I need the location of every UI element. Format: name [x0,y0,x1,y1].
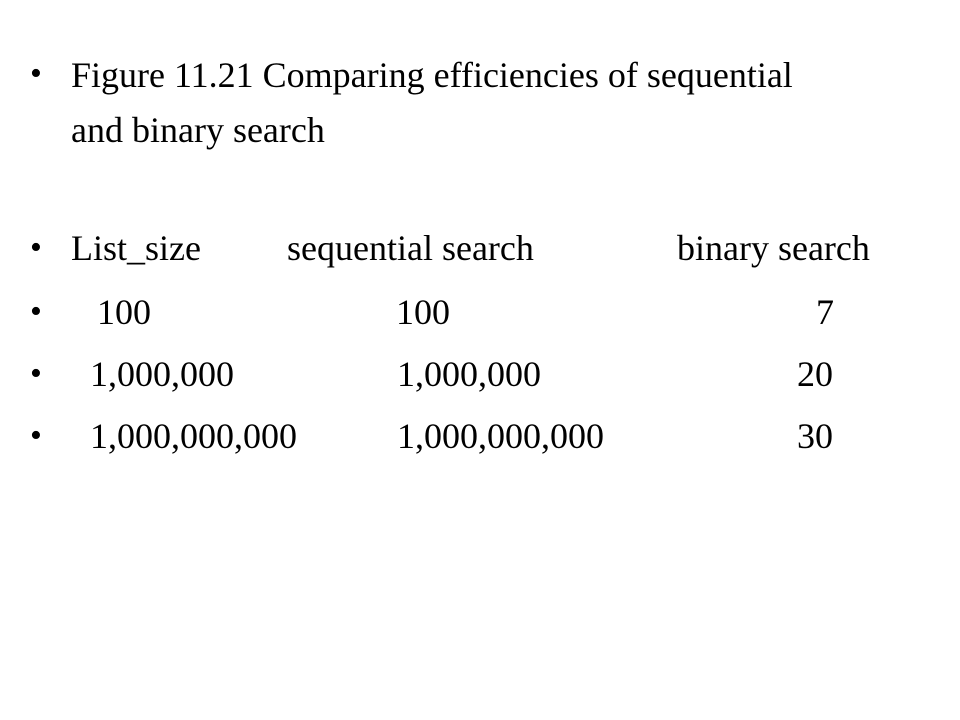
header-sequential-search: sequential search [287,228,534,268]
row-3-list-size: 1,000,000,000 [90,416,297,456]
row-1-binary: 7 [816,292,834,332]
header-list-size: List_size [71,228,201,268]
row-2-list-size: 1,000,000 [90,354,234,394]
row-2-sequential: 1,000,000 [397,354,541,394]
row-1-list-size: 100 [97,292,151,332]
bullet-header: • [30,229,42,266]
figure-caption-line-1: Figure 11.21 Comparing efficiencies of sequential [71,55,793,95]
row-3-binary: 30 [797,416,833,456]
row-2-binary: 20 [797,354,833,394]
row-1-sequential: 100 [396,292,450,332]
bullet-caption: • [30,55,42,92]
bullet-row-2: • [30,355,42,392]
row-3-sequential: 1,000,000,000 [397,416,604,456]
bullet-row-3: • [30,417,42,454]
bullet-row-1: • [30,293,42,330]
figure-caption-line-2: and binary search [71,110,325,150]
header-binary-search: binary search [677,228,870,268]
